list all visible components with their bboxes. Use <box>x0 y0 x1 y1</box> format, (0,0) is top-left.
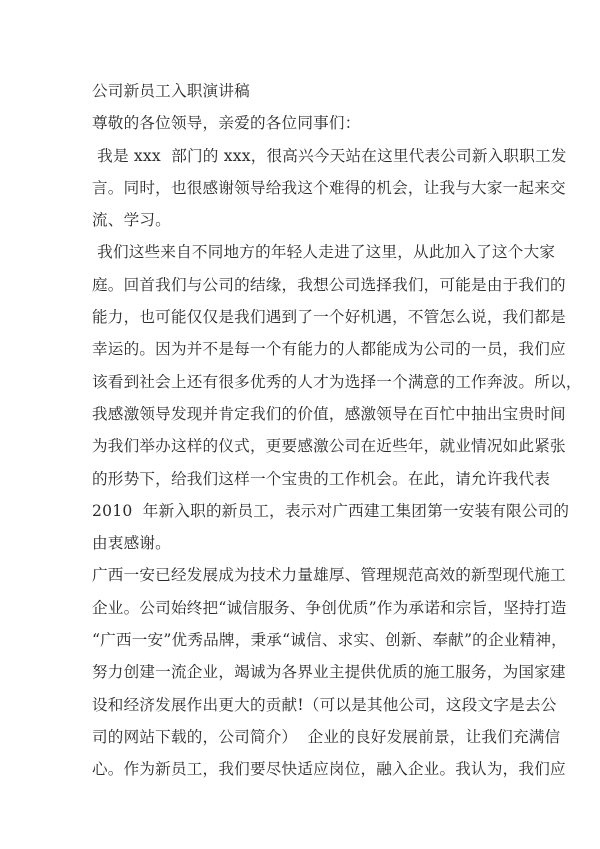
text-line: 企业。公司始终把“诚信服务、争创优质”作为承诺和宗旨，坚持打造 <box>92 598 567 617</box>
document-title: 公司新员工入职演讲稿 <box>92 82 250 100</box>
text-line: 能力，也可能仅仅是我们遇到了一个好机遇，不管怎么说，我们都是 <box>92 308 566 327</box>
paragraph <box>92 236 582 559</box>
text-line: 司的网站下载的，公司简介） 企业的良好发展前景，让我们充满信 <box>92 727 561 746</box>
salutation: 尊敬的各位领导，亲爱的各位同事们： <box>92 114 361 133</box>
paragraph <box>92 559 567 785</box>
text-line: 的形势下，给我们这样一个宝贵的工作机会。在此，请允许我代表 <box>92 469 551 488</box>
text-line: 设和经济发展作出更大的贡献!（可以是其他公司，这段文字是去公 <box>92 695 557 714</box>
text-line: 为我们举办这样的仪式，更要感激公司在近些年，就业情况如此紧张 <box>92 437 566 456</box>
text-line: 言。同时，也很感谢领导给我这个难得的机会，让我与大家一起来交 <box>92 178 566 197</box>
document-body <box>92 140 582 786</box>
text-line: 流、学习。 <box>92 211 171 230</box>
text-line: 该看到社会上还有很多优秀的人才为选择一个满意的工作奔波。所以， <box>92 372 582 391</box>
text-line: 努力创建一流企业，竭诚为各界业主提供优质的施工服务，为国家建 <box>92 663 566 682</box>
text-line: “广西一安”优秀品牌，秉承“诚信、求实、创新、奉献”的企业精神， <box>92 631 567 650</box>
text-line: 心。作为新员工，我们要尽快适应岗位，融入企业。我认为，我们应 <box>92 760 566 779</box>
paragraph <box>92 140 567 237</box>
text-line: 我是 xxx 部门的 xxx，很高兴今天站在这里代表公司新入职职工发 <box>92 146 567 165</box>
text-line: 幸运的。因为并不是每一个有能力的人都能成为公司的一员，我们应 <box>92 340 566 359</box>
document-page <box>92 75 582 786</box>
text-line: 广西一安已经发展成为技术力量雄厚、管理规范高效的新型现代施工 <box>92 566 566 585</box>
text-line: 我们这些来自不同地方的年轻人走进了这里，从此加入了这个大家 <box>92 243 556 262</box>
text-line: 庭。回首我们与公司的结缘，我想公司选择我们，可能是由于我们的 <box>92 275 566 294</box>
text-line: 2010 年新入职的新员工，表示对广西建工集团第一安装有限公司的 <box>92 501 570 520</box>
text-line: 我感激领导发现并肯定我们的价值，感激领导在百忙中抽出宝贵时间 <box>92 404 566 423</box>
text-line: 由衷感谢。 <box>92 534 171 553</box>
